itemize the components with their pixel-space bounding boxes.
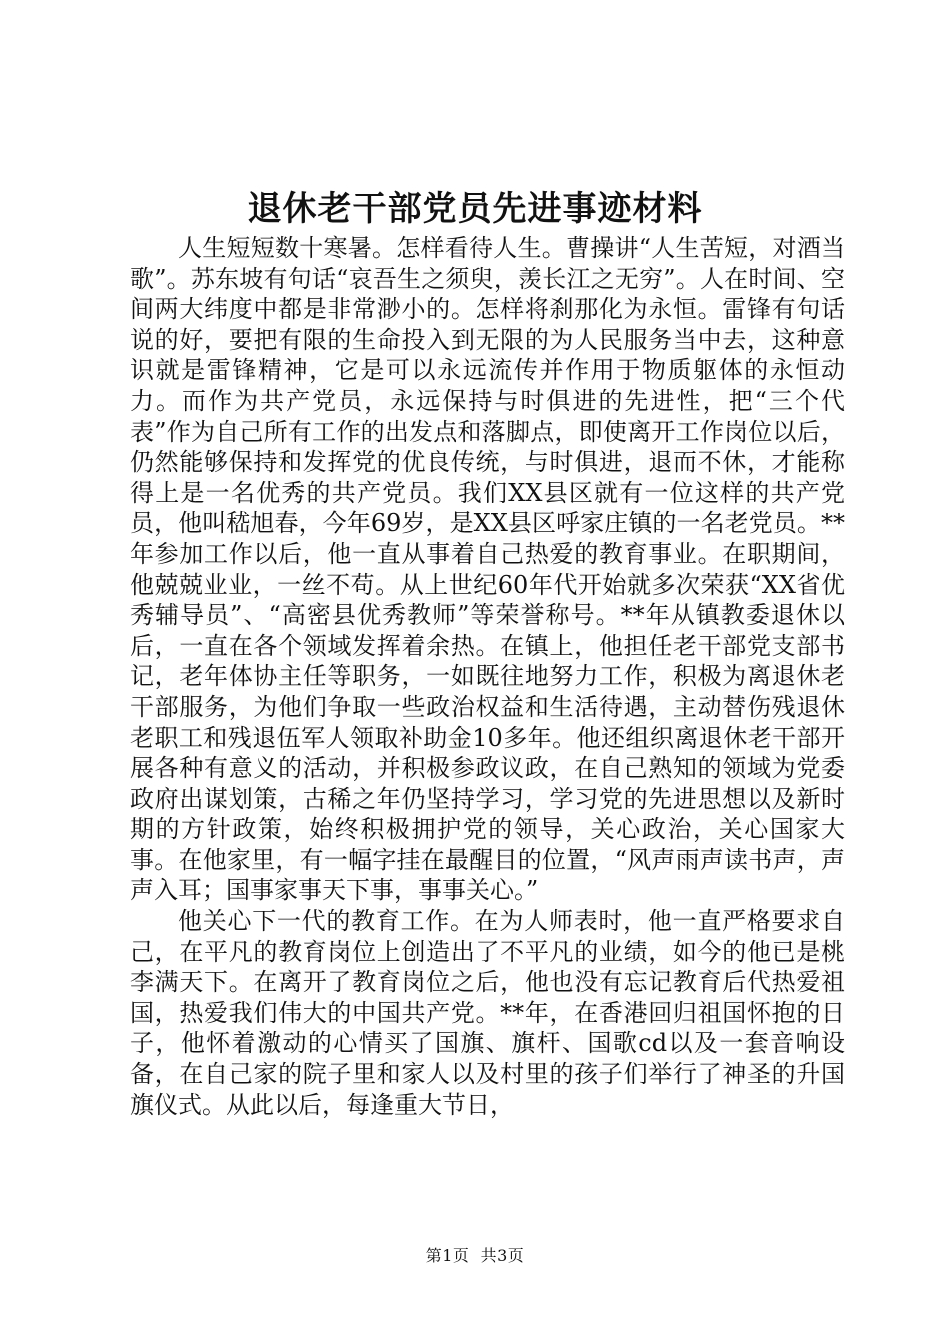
page-number-label: 第1页 共3页 [425,1246,525,1265]
page-footer [0,1245,950,1267]
paragraph-2: 他关心下一代的教育工作。在为人师表时，他一直严格要求自己，在平凡的教育岗位上创造出了不平凡的业绩，如今的他已是桃李满天下。在离开了教育岗位之后，他也没有忘记教育后代热爱祖国，热爱我们伟大的中国共产党。**年，在香港回归祖国怀抱的日子，他怀着激动的心情买了国旗、旗杆、国歌cd以及一套音响设备，在自己家的院子里和家人以及村里的孩子们举行了神圣的升国旗仪式。从此以后，每逢重大节日， [130,907,845,1119]
paragraph-1: 人生短短数十寒暑。怎样看待人生。曹操讲“人生苦短，对酒当歌”。苏东坡有句话“哀吾生之须臾，羡长江之无穷”。人在时间、空间两大纬度中都是非常渺小的。怎样将刹那化为永恒。雷锋有句话说的好，要把有限的生命投入到无限的为人民服务当中去，这种意识就是雷锋精神，它是可以永远流传并作用于物质躯体的永恒动力。而作为共产党员，永远保持与时俱进的先进性，把“三个代表”作为自己所有工作的出发点和落脚点，即使离开工作岗位以后，仍然能够保持和发挥党的优良传统，与时俱进，退而不休，才能称得上是一名优秀的共产党员。我们XX县区就有一位这样的共产党员，他叫嵇旭春，今年69岁，是XX县区呼家庄镇的一名老党员。**年参加工作以后，他一直从事着自己热爱的教育事业。在职期间，他兢兢业业，一丝不苟。从上世纪60年代开始就多次荣获“XX省优秀辅导员”、“高密县优秀教师”等荣誉称号。**年从镇教委退休以后，一直在各个领域发挥着余热。在镇上，他担任老干部党支部书记，老年体协主任等职务，一如既往地努力工作，积极为离退休老干部服务，为他们争取一些政治权益和生活待遇，主动替伤残退休老职工和残退伍军人领取补助金10多年。他还组织离退休老干部开展各种有意义的活动，并积极参政议政，在自己熟知的领域为党委政府出谋划策，古稀之年仍坚持学习，学习党的先进思想以及新时期的方针政策，始终积极拥护党的领导，关心政治，关心国家大事。在他家里，有一幅字挂在最醒目的位置，“风声雨声读书声，声声入耳；国事家事天下事，事事关心。” [130,234,845,905]
document-title: 退休老干部党员先进事迹材料 [247,189,703,229]
document-body [130,233,845,1120]
